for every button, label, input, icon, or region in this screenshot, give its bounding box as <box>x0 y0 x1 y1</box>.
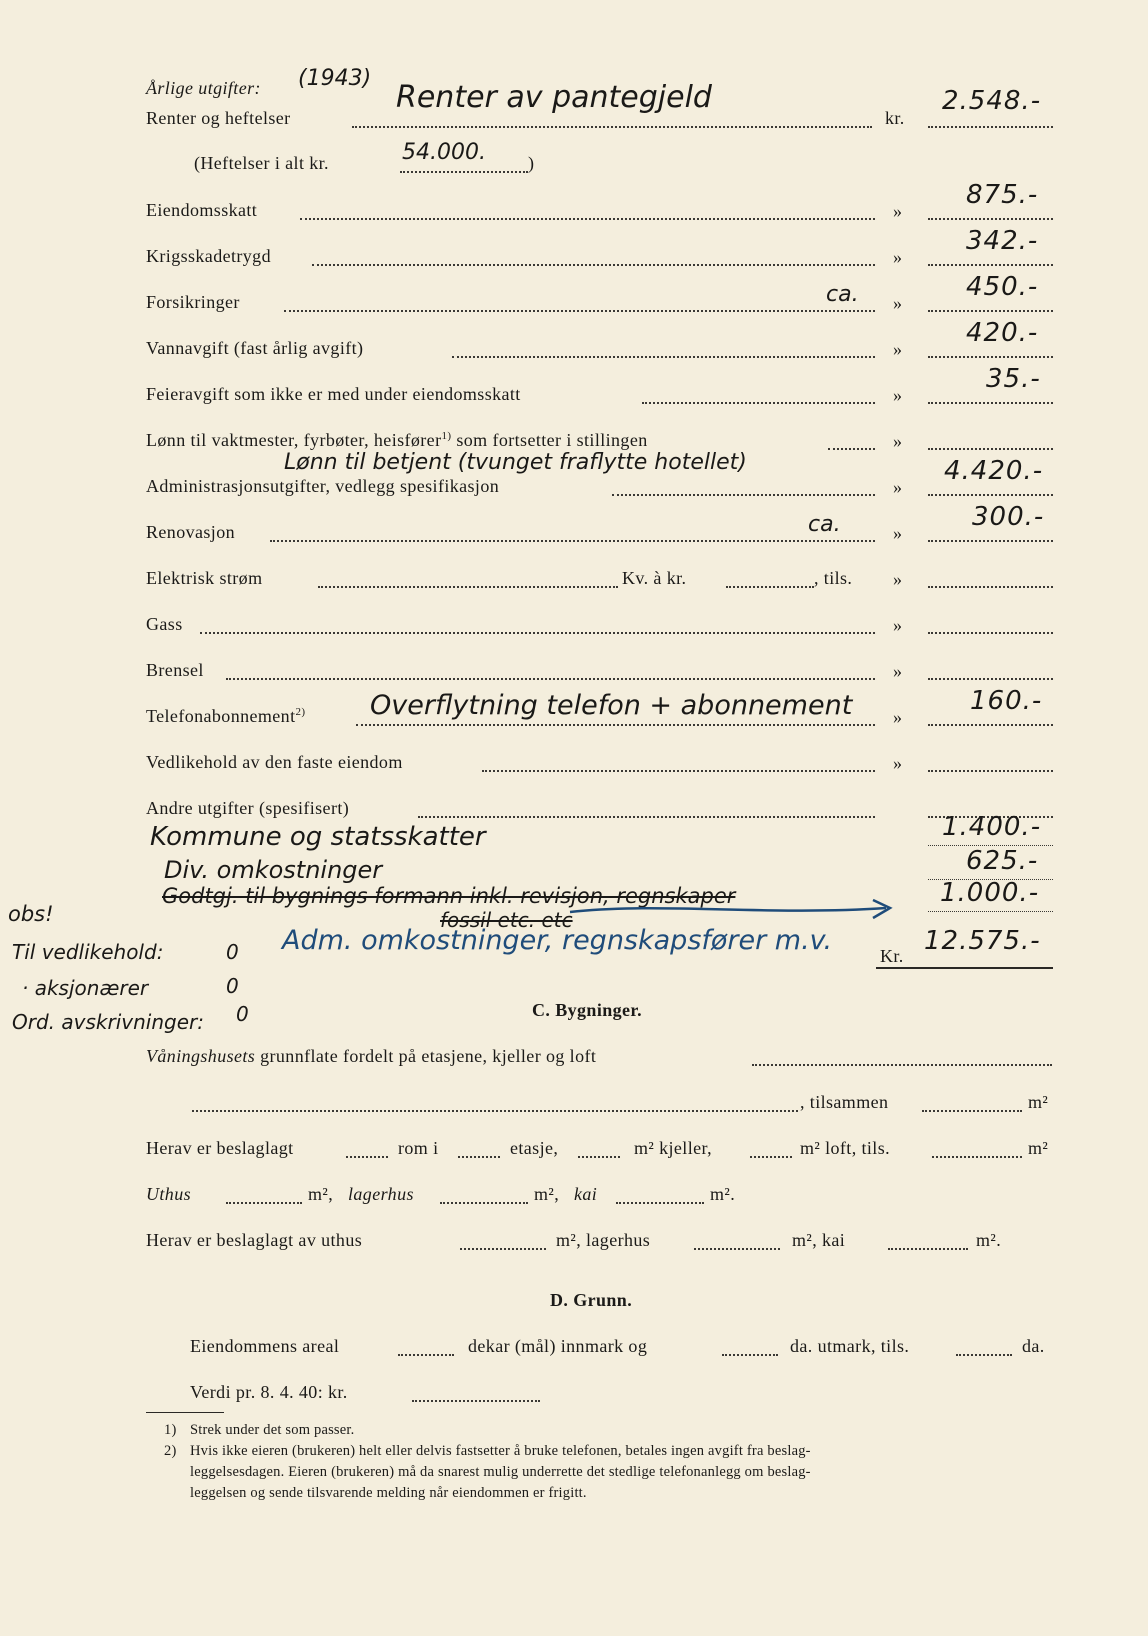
ditto-mark: » <box>893 477 902 497</box>
amount-line <box>726 586 814 588</box>
label-vannavgift: Vannavgift (fast årlig avgift) <box>146 338 364 358</box>
margin-note: Ord. avskrivninger: <box>12 1010 204 1034</box>
label-andre: Andre utgifter (spesifisert) <box>146 798 350 818</box>
amount-line <box>928 540 1053 542</box>
ditto-mark: » <box>893 431 902 451</box>
amount-line <box>928 724 1053 726</box>
section-heading-bygninger: C. Bygninger. <box>532 1000 643 1020</box>
amount-administrasjon: 4.420.- <box>944 456 1044 486</box>
handwritten-admin-note: Lønn til betjent (tvunget fraflytte hotellet) <box>284 450 747 475</box>
footnote-divider <box>146 1412 224 1413</box>
amount-line <box>932 1156 1022 1158</box>
label-kai: kai <box>574 1184 598 1204</box>
handwritten-blue-note: Adm. omkostninger, regnskapsfører m.v. <box>282 925 833 956</box>
label-heftelser: (Heftelser i alt kr. <box>194 153 329 173</box>
margin-note: · aksjonærer <box>22 976 149 1000</box>
ditto-mark: » <box>893 201 902 221</box>
dotted-leader <box>828 448 875 450</box>
label-feieravgift: Feieravgift som ikke er med under eiendomsskatt <box>146 384 521 404</box>
label-krigsskadetrygd: Krigsskadetrygd <box>146 246 271 266</box>
ditto-mark: » <box>893 707 902 727</box>
footnote-2-line: leggelsen og sende tilsvarende melding når eiendommen er frigitt. <box>190 1485 587 1501</box>
amount-telefon: 160.- <box>970 686 1043 716</box>
handwritten-ca: ca. <box>826 282 859 307</box>
amount-line <box>956 1354 1012 1356</box>
dotted-leader <box>418 816 875 818</box>
label-lonn-text: Lønn til vaktmester, fyrbøter, heisfører <box>146 430 442 450</box>
amount-line <box>928 678 1053 680</box>
amount-line <box>928 911 1053 912</box>
amount-line <box>928 586 1053 588</box>
label-da: da. <box>1022 1336 1045 1356</box>
label-areal: Eiendommens areal <box>190 1336 340 1356</box>
handwritten-renter-note: Renter av pantegjeld <box>392 80 716 115</box>
amount-other-item: 1.400.- <box>942 812 1042 842</box>
label-uthus: Uthus <box>146 1184 192 1204</box>
label-renovasjon: Renovasjon <box>146 522 235 542</box>
dotted-leader <box>284 310 875 312</box>
label-herav-uthus: Herav er beslaglagt av uthus <box>146 1230 363 1250</box>
amount-line <box>888 1248 968 1250</box>
label-tilsammen: , tilsammen <box>800 1092 889 1112</box>
label-m2: m², <box>308 1184 334 1204</box>
footnote-1-number: 1) <box>164 1422 177 1438</box>
footnote-2-number: 2) <box>164 1443 177 1459</box>
margin-obs: obs! <box>8 902 54 926</box>
label-vaningshuset: Våningshusets <box>146 1046 256 1066</box>
amount-vannavgift: 420.- <box>966 318 1039 348</box>
bygninger-line1 <box>146 1046 596 1067</box>
amount-line <box>928 356 1053 358</box>
label-tils: , tils. <box>814 568 853 588</box>
label-verdi: Verdi pr. 8. 4. 40: kr. <box>190 1382 348 1402</box>
total-line <box>876 967 1053 969</box>
amount-renovasjon: 300.- <box>972 502 1045 532</box>
label-telefon <box>146 706 305 727</box>
margin-note: Til vedlikehold: <box>12 940 164 964</box>
label-kv: Kv. à kr. <box>622 568 687 588</box>
amount-forsikringer: 450.- <box>966 272 1039 302</box>
amount-line <box>226 1202 302 1204</box>
label-m2: m², <box>534 1184 560 1204</box>
label-grunnflate: grunnflate fordelt på etasjene, kjeller og loft <box>260 1046 597 1066</box>
arrow-icon <box>568 896 898 926</box>
total-label: Kr. <box>880 946 904 966</box>
label-m2: m². <box>710 1184 736 1204</box>
handwritten-struck-item: Godtgj. til bygnings formann inkl. revisjon, regnskaper <box>162 884 736 908</box>
amount-renter: 2.548.- <box>942 86 1042 116</box>
ditto-mark: » <box>893 523 902 543</box>
dotted-leader <box>642 402 875 404</box>
unit-kr: kr. <box>885 108 905 128</box>
label-renter: Renter og heftelser <box>146 108 291 128</box>
dotted-leader <box>752 1064 1052 1066</box>
label-m2: m² <box>1028 1092 1049 1112</box>
amount-line <box>928 632 1053 634</box>
label-herav: Herav er beslaglagt <box>146 1138 294 1158</box>
dotted-leader <box>270 540 875 542</box>
footnote-ref-1: 1) <box>441 430 452 442</box>
footnote-2-line: Hvis ikke eieren (brukeren) helt eller delvis fastsetter å bruke telefonen, betales ingen avgift fra beslag- <box>190 1443 811 1459</box>
label-kjeller: m² kjeller, <box>634 1138 713 1158</box>
amount-line <box>928 770 1053 772</box>
amount-line <box>412 1400 540 1402</box>
amount-line <box>458 1156 500 1158</box>
dotted-leader <box>612 494 875 496</box>
label-m2: m². <box>976 1230 1002 1250</box>
amount-eiendomsskatt: 875.- <box>966 180 1039 210</box>
dotted-leader <box>200 632 875 634</box>
ditto-mark: » <box>893 339 902 359</box>
amount-feieravgift: 35.- <box>986 364 1041 394</box>
amount-other-item: 1.000.- <box>940 878 1040 908</box>
ditto-mark: » <box>893 615 902 635</box>
dotted-leader <box>482 770 875 772</box>
label-administrasjon: Administrasjonsutgifter, vedlegg spesifikasjon <box>146 476 500 496</box>
annual-year-handwritten: (1943) <box>298 66 372 91</box>
label-m2-kai: m², kai <box>792 1230 846 1250</box>
total-amount: 12.575.- <box>924 926 1041 956</box>
ditto-mark: » <box>893 753 902 773</box>
label-utmark: da. utmark, tils. <box>790 1336 910 1356</box>
ditto-mark: » <box>893 293 902 313</box>
amount-other-item: 625.- <box>966 846 1039 876</box>
handwritten-other-item: Kommune og statsskatter <box>150 822 486 852</box>
label-m2-lagerhus: m², lagerhus <box>556 1230 651 1250</box>
amount-line <box>928 310 1053 312</box>
label-elektrisk: Elektrisk strøm <box>146 568 263 588</box>
label-rom: rom i <box>398 1138 439 1158</box>
amount-line <box>922 1110 1022 1112</box>
dotted-leader <box>300 218 875 220</box>
amount-line <box>928 218 1053 220</box>
handwritten-other-item: Div. omkostninger <box>164 856 383 884</box>
label-lagerhus: lagerhus <box>348 1184 414 1204</box>
handwritten-ca: ca. <box>808 512 841 537</box>
amount-line <box>398 1354 454 1356</box>
ditto-mark: » <box>893 385 902 405</box>
amount-line <box>694 1248 780 1250</box>
label-telefon-text: Telefonabonnement <box>146 706 296 726</box>
dotted-leader <box>356 724 875 726</box>
amount-line <box>928 126 1053 128</box>
amount-line <box>722 1354 778 1356</box>
label-vedlikehold: Vedlikehold av den faste eiendom <box>146 752 403 772</box>
label-lonn <box>146 430 648 451</box>
amount-krigsskadetrygd: 342.- <box>966 226 1039 256</box>
amount-line <box>460 1248 546 1250</box>
margin-note-value: 0 <box>226 974 239 998</box>
label-gass: Gass <box>146 614 183 634</box>
section-heading-grunn: D. Grunn. <box>550 1290 633 1310</box>
amount-line <box>928 494 1053 496</box>
label-lonn-post: som fortsetter i stillingen <box>456 430 648 450</box>
dotted-leader <box>312 264 875 266</box>
amount-heftelser: 54.000. <box>402 140 486 165</box>
margin-note-value: 0 <box>226 940 239 964</box>
footnote-1: Strek under det som passer. <box>190 1422 355 1438</box>
dotted-leader <box>352 126 872 128</box>
label-loft: m² loft, tils. <box>800 1138 891 1158</box>
label-eiendomsskatt: Eiendomsskatt <box>146 200 258 220</box>
footnote-ref-2: 2) <box>295 706 306 718</box>
label-forsikringer: Forsikringer <box>146 292 240 312</box>
amount-line <box>928 264 1053 266</box>
label-brensel: Brensel <box>146 660 204 680</box>
ditto-mark: » <box>893 661 902 681</box>
annual-label: Årlige utgifter: <box>146 78 261 98</box>
amount-line <box>400 171 528 173</box>
amount-line <box>578 1156 620 1158</box>
margin-note-value: 0 <box>236 1002 249 1026</box>
handwritten-telefon-note: Overflytning telefon + abonnement <box>366 690 856 721</box>
label-m2: m² <box>1028 1138 1049 1158</box>
dotted-leader <box>318 586 618 588</box>
amount-line <box>928 402 1053 404</box>
handwritten-struck-note: fossil etc. etc <box>440 908 573 932</box>
amount-line <box>440 1202 528 1204</box>
dotted-leader <box>226 678 875 680</box>
footnote-2-line: leggelsesdagen. Eieren (brukeren) må da snarest mulig underrette det stedlige telefonanlegg om beslag- <box>190 1464 811 1480</box>
annual-expenses-heading <box>146 78 261 99</box>
amount-line <box>928 448 1053 450</box>
ditto-mark: » <box>893 247 902 267</box>
label-heftelser-close: ) <box>528 153 535 173</box>
label-innmark: dekar (mål) innmark og <box>468 1336 648 1356</box>
amount-line <box>616 1202 704 1204</box>
ditto-mark: » <box>893 569 902 589</box>
dotted-leader <box>452 356 875 358</box>
amount-line <box>750 1156 792 1158</box>
dotted-leader <box>192 1110 798 1112</box>
amount-line <box>346 1156 388 1158</box>
label-etasje: etasje, <box>510 1138 559 1158</box>
